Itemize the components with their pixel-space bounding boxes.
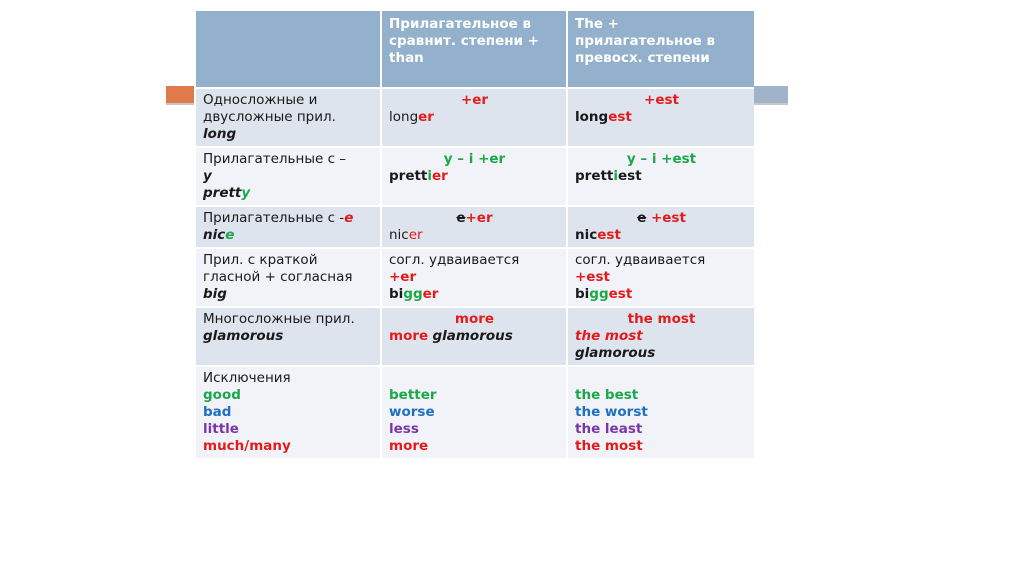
header-cell-comparative: Прилагательное в сравнит. степени + than xyxy=(381,10,567,88)
rule-label: Прилагательные с -e xyxy=(203,210,354,226)
superlative-rule: the most xyxy=(627,311,696,327)
superlative-example: nicest xyxy=(575,227,621,243)
exception-comparative: less xyxy=(389,421,419,437)
comparative-rule: y – i +er xyxy=(443,151,506,167)
rule-example: pretty xyxy=(203,185,251,201)
rule-label-letter: y xyxy=(203,168,212,184)
rule-cell xyxy=(195,147,381,206)
comparative-example: more glamorous xyxy=(389,328,513,344)
rule-example: nice xyxy=(203,227,235,243)
comparative-example: longer xyxy=(389,109,434,125)
table-row xyxy=(195,366,754,459)
exception-comparative: better xyxy=(389,387,437,403)
superlative-cell xyxy=(567,307,754,366)
exception-comparative: more xyxy=(389,438,429,454)
comparative-cell xyxy=(381,307,567,366)
rule-cell xyxy=(195,366,381,459)
exception-base: little xyxy=(203,421,239,437)
exception-base: bad xyxy=(203,404,232,420)
superlative-example: biggest xyxy=(575,286,633,302)
table-row xyxy=(195,307,754,366)
comparative-example: nicer xyxy=(389,227,423,243)
header-cell-type xyxy=(195,10,381,88)
table-row xyxy=(195,88,754,147)
superlative-example: longest xyxy=(575,109,632,125)
superlative-adjective: glamorous xyxy=(575,345,656,361)
rule-example: big xyxy=(203,286,227,302)
comparative-cell xyxy=(381,366,567,459)
decorative-accent-left xyxy=(166,86,194,104)
rule-label: Исключения xyxy=(203,370,291,386)
comparative-cell xyxy=(381,88,567,147)
comparative-cell xyxy=(381,248,567,307)
superlative-example: prettiest xyxy=(575,168,642,184)
rule-cell xyxy=(195,248,381,307)
rule-label: Многосложные прил. xyxy=(203,311,355,327)
exception-comparative: worse xyxy=(389,404,435,420)
superlative-rule: e +est xyxy=(637,210,686,226)
table-header-row xyxy=(195,10,754,88)
superlative-cell xyxy=(567,206,754,248)
rule-label: Прилагательные с – xyxy=(203,151,347,167)
comparative-rule: +er xyxy=(460,92,489,108)
rule-label: Прил. с краткой гласной + согласная xyxy=(203,252,353,285)
comparative-cell xyxy=(381,147,567,206)
rule-cell xyxy=(195,307,381,366)
superlative-cell xyxy=(567,366,754,459)
superlative-rule: +est xyxy=(575,269,610,285)
superlative-cell xyxy=(567,248,754,307)
rule-label: Односложные и двусложные прил. xyxy=(203,92,336,125)
comparative-rule: +er xyxy=(389,269,417,285)
superlative-rule: +est xyxy=(644,92,679,108)
superlative-cell xyxy=(567,147,754,206)
decorative-accent-right xyxy=(752,86,788,104)
rule-example: glamorous xyxy=(203,328,284,344)
comparative-example: bigger xyxy=(389,286,439,302)
exception-superlative: the least xyxy=(575,421,643,437)
exception-superlative: the worst xyxy=(575,404,648,420)
adjective-comparison-table xyxy=(194,9,754,460)
exception-superlative: the most xyxy=(575,438,643,454)
grammar-table-container xyxy=(194,9,754,465)
comparative-cell xyxy=(381,206,567,248)
table-row xyxy=(195,147,754,206)
rule-cell xyxy=(195,206,381,248)
exception-base: much/many xyxy=(203,438,291,454)
header-cell-superlative: The + прилагательное в превосх. степени xyxy=(567,10,754,88)
comparative-rule: e+er xyxy=(456,210,493,226)
comparative-rule: more xyxy=(454,311,495,327)
comparative-example: prettier xyxy=(389,168,448,184)
rule-example: long xyxy=(203,126,237,142)
exception-superlative: the best xyxy=(575,387,639,403)
superlative-rule: y – i +est xyxy=(626,151,697,167)
superlative-note: согл. удваивается xyxy=(575,252,706,268)
table-row xyxy=(195,248,754,307)
rule-cell xyxy=(195,88,381,147)
superlative-word: the most xyxy=(575,328,643,344)
exception-base: good xyxy=(203,387,241,403)
superlative-cell xyxy=(567,88,754,147)
table-row xyxy=(195,206,754,248)
comparative-note: согл. удваивается xyxy=(389,252,520,268)
